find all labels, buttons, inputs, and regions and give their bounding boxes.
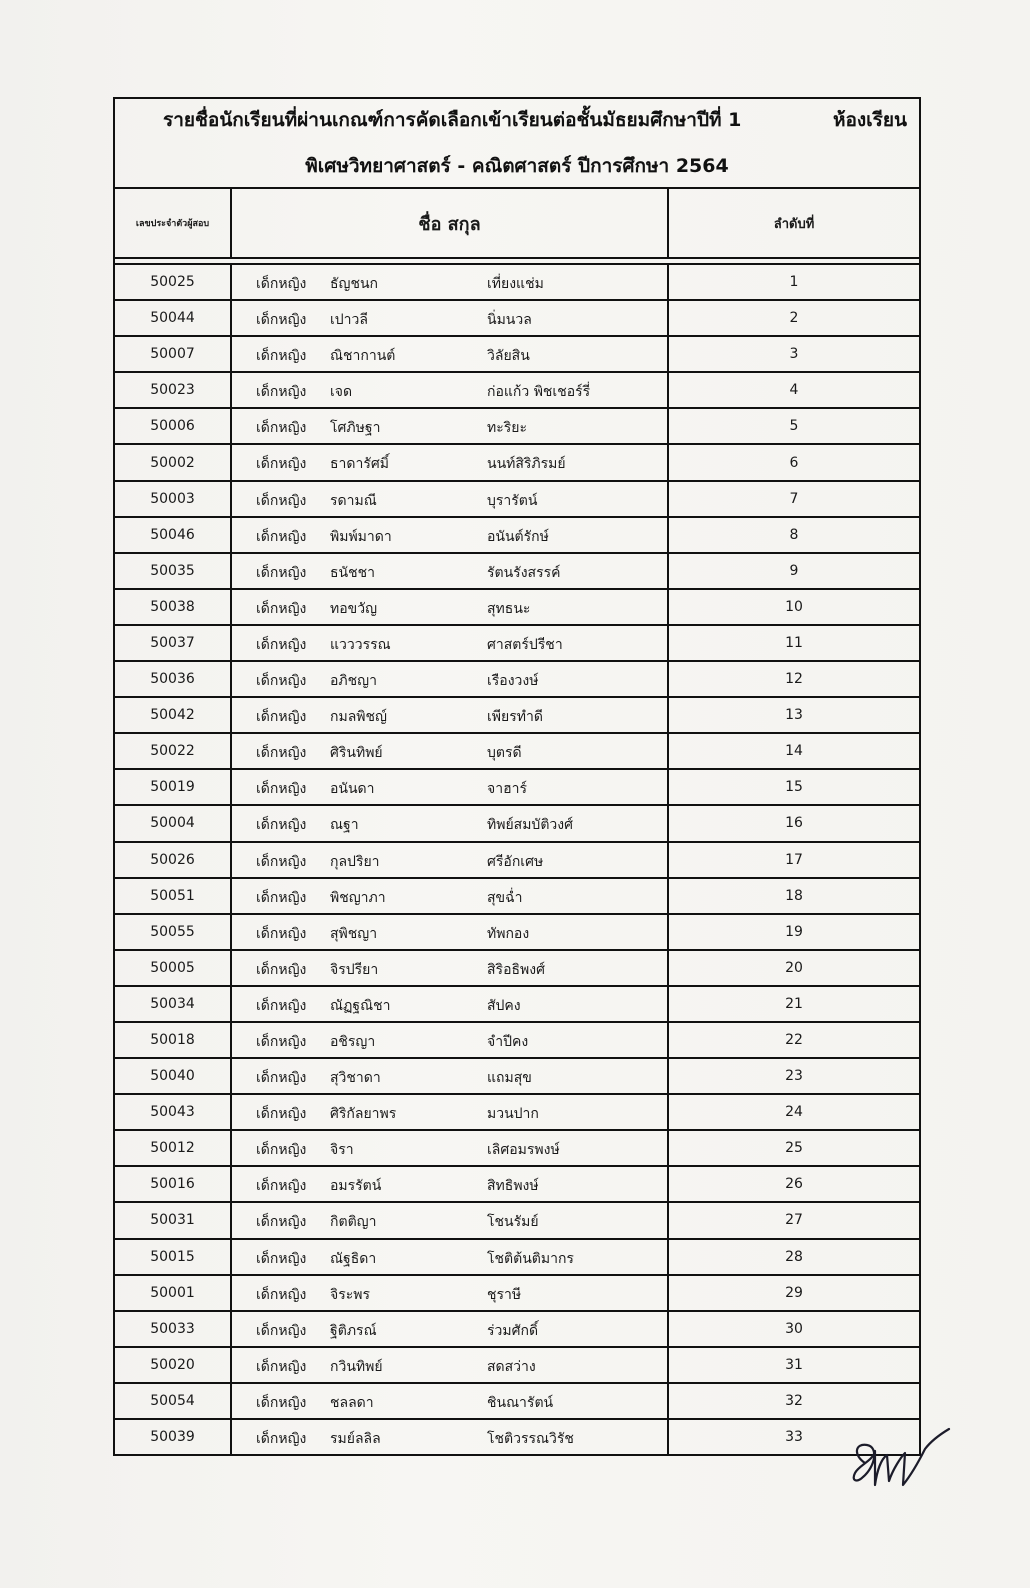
rank: 24 (668, 1094, 919, 1130)
name-prefix: เด็กหญิง (256, 745, 307, 762)
name-prefix: เด็กหญิง (256, 781, 307, 798)
rank: 22 (668, 1022, 919, 1058)
rank: 21 (668, 986, 919, 1022)
rank: 27 (668, 1202, 919, 1238)
last-name: อนันต์รักษ์ (487, 528, 549, 545)
last-name: ทัพกอง (487, 925, 530, 942)
exam-id: 50020 (115, 1347, 231, 1383)
student-name (231, 408, 668, 444)
name-prefix: เด็กหญิง (256, 961, 307, 978)
name-prefix: เด็กหญิง (256, 1178, 307, 1195)
name-prefix: เด็กหญิง (256, 1322, 307, 1339)
first-name: ศิริกัลยาพร (330, 1106, 397, 1123)
first-name: ธัญชนก (330, 276, 379, 292)
first-name: กิตติญา (330, 1214, 377, 1231)
name-prefix: เด็กหญิง (256, 1070, 307, 1087)
rank: 14 (668, 733, 919, 769)
table-row (115, 517, 919, 553)
exam-id: 50019 (115, 769, 231, 805)
name-prefix: เด็กหญิง (256, 384, 307, 401)
student-name (231, 1347, 668, 1383)
exam-id: 50026 (115, 842, 231, 878)
last-name: นิ่มนวล (487, 312, 532, 329)
first-name: อภิชญา (330, 673, 377, 690)
rank: 32 (668, 1383, 919, 1419)
last-name: ชุราษี (487, 1286, 522, 1303)
name-prefix: เด็กหญิง (256, 492, 307, 509)
student-name (231, 805, 668, 841)
title-room: ห้องเรียน (832, 109, 907, 131)
first-name: ทอขวัญ (330, 600, 377, 617)
rank: 15 (668, 769, 919, 805)
last-name: สิริอธิพงศ์ (487, 961, 545, 978)
name-prefix: เด็กหญิง (256, 420, 307, 437)
name-prefix: เด็กหญิง (256, 1394, 307, 1411)
first-name: ศิรินทิพย์ (330, 745, 383, 762)
name-prefix: เด็กหญิง (256, 709, 307, 726)
rank: 29 (668, 1275, 919, 1311)
student-name (231, 1166, 668, 1202)
student-name (231, 625, 668, 661)
rank: 2 (668, 300, 919, 336)
rank: 9 (668, 553, 919, 589)
table-row (115, 697, 919, 733)
student-name (231, 1202, 668, 1238)
student-name (231, 553, 668, 589)
first-name: ธาดารัศมิ์ (330, 456, 389, 473)
rank: 16 (668, 805, 919, 841)
first-name: พิชญาภา (330, 889, 386, 906)
last-name: รัตนรังสรรค์ (487, 564, 561, 581)
first-name: โศภิษฐา (330, 420, 381, 437)
handwritten-signature (845, 1415, 955, 1495)
name-prefix: เด็กหญิง (256, 997, 307, 1014)
title-line-2: พิเศษวิทยาศาสตร์ - คณิตศาสตร์ ปีการศึกษา 2564 (305, 155, 729, 177)
student-name (231, 1239, 668, 1275)
first-name: อนันดา (330, 781, 375, 798)
student-name (231, 1275, 668, 1311)
first-name: กมลพิชญ์ (330, 709, 387, 726)
student-name (231, 264, 668, 300)
exam-id: 50055 (115, 914, 231, 950)
first-name: อมรรัตน์ (330, 1178, 382, 1195)
student-name (231, 300, 668, 336)
rank: 18 (668, 878, 919, 914)
table-row (115, 986, 919, 1022)
table-row (115, 1239, 919, 1275)
first-name: แวววรรณ (330, 636, 391, 653)
rank: 23 (668, 1058, 919, 1094)
name-prefix: เด็กหญิง (256, 1033, 307, 1050)
rank: 31 (668, 1347, 919, 1383)
table-row (115, 1311, 919, 1347)
rank: 11 (668, 625, 919, 661)
name-prefix: เด็กหญิง (256, 600, 307, 617)
rank: 33 (668, 1419, 919, 1454)
table-row (115, 481, 919, 517)
table-row (115, 553, 919, 589)
exam-id: 50001 (115, 1275, 231, 1311)
table-row (115, 1275, 919, 1311)
last-name: ก่อแก้ว พิชเชอร์รี่ (487, 384, 591, 401)
first-name: เจด (330, 384, 353, 401)
table-row (115, 914, 919, 950)
results-table (113, 97, 921, 1456)
table-row (115, 1347, 919, 1383)
student-name (231, 336, 668, 372)
last-name: บุรารัตน์ (487, 492, 538, 509)
last-name: บุตรดี (487, 745, 522, 762)
table-row (115, 769, 919, 805)
exam-id: 50042 (115, 697, 231, 733)
first-name: จิรา (330, 1142, 354, 1159)
exam-id: 50043 (115, 1094, 231, 1130)
header-exam-id: เลขประจำตัวผู้สอบ (115, 189, 231, 258)
first-name: ณฐา (330, 817, 359, 834)
student-name (231, 372, 668, 408)
table-row (115, 842, 919, 878)
rank: 19 (668, 914, 919, 950)
name-prefix: เด็กหญิง (256, 456, 307, 473)
name-prefix: เด็กหญิง (256, 853, 307, 870)
rank: 8 (668, 517, 919, 553)
exam-id: 50040 (115, 1058, 231, 1094)
first-name: พิมพ์มาดา (330, 528, 392, 545)
exam-id: 50018 (115, 1022, 231, 1058)
table-row (115, 733, 919, 769)
last-name: เรืองวงษ์ (487, 673, 539, 690)
student-name (231, 914, 668, 950)
student-name (231, 1419, 668, 1454)
last-name: สดสว่าง (487, 1358, 536, 1375)
name-prefix: เด็กหญิง (256, 889, 307, 906)
exam-id: 50003 (115, 481, 231, 517)
table-row (115, 661, 919, 697)
table-row (115, 589, 919, 625)
student-name (231, 444, 668, 480)
last-name: สุทธนะ (487, 600, 531, 617)
student-name (231, 1311, 668, 1347)
name-prefix: เด็กหญิง (256, 276, 307, 292)
name-prefix: เด็กหญิง (256, 528, 307, 545)
last-name: ทิพย์สมบัติวงศ์ (487, 817, 573, 834)
student-name (231, 733, 668, 769)
table-row (115, 264, 919, 300)
table-row (115, 1166, 919, 1202)
last-name: มวนปาก (487, 1106, 539, 1123)
exam-id: 50023 (115, 372, 231, 408)
student-name (231, 1130, 668, 1166)
header-name: ชื่อ สกุล (231, 189, 668, 258)
name-prefix: เด็กหญิง (256, 1106, 307, 1123)
rank: 3 (668, 336, 919, 372)
last-name: โชนรัมย์ (487, 1214, 539, 1231)
last-name: แถมสุข (487, 1070, 532, 1087)
student-name (231, 769, 668, 805)
first-name: ธนัชชา (330, 564, 375, 581)
last-name: วิลัยสิน (487, 348, 530, 365)
table-row (115, 1094, 919, 1130)
exam-id: 50025 (115, 264, 231, 300)
last-name: สุขฉ่ำ (487, 889, 523, 906)
table-row (115, 444, 919, 480)
name-prefix: เด็กหญิง (256, 1431, 307, 1447)
exam-id: 50037 (115, 625, 231, 661)
name-prefix: เด็กหญิง (256, 1358, 307, 1375)
first-name: รมย์ลลิล (330, 1431, 381, 1447)
name-prefix: เด็กหญิง (256, 348, 307, 365)
name-prefix: เด็กหญิง (256, 1214, 307, 1231)
student-name (231, 517, 668, 553)
student-name (231, 1022, 668, 1058)
first-name: อชิรญา (330, 1033, 376, 1050)
name-prefix: เด็กหญิง (256, 673, 307, 690)
table-row (115, 1130, 919, 1166)
rank: 10 (668, 589, 919, 625)
student-name (231, 950, 668, 986)
table-row (115, 805, 919, 841)
exam-id: 50036 (115, 661, 231, 697)
header-rank: ลำดับที่ (668, 189, 919, 258)
first-name: สุพิชญา (330, 925, 378, 942)
student-rows (115, 258, 919, 1454)
first-name: ฐิติภรณ์ (330, 1322, 377, 1339)
exam-id: 50006 (115, 408, 231, 444)
last-name: ร่วมศักดิ์ (487, 1322, 539, 1339)
last-name: ชินณารัตน์ (487, 1394, 554, 1411)
last-name: เพียรทำดี (487, 709, 543, 726)
rank: 30 (668, 1311, 919, 1347)
last-name: สิทธิพงษ์ (487, 1178, 539, 1195)
rank: 20 (668, 950, 919, 986)
rank: 28 (668, 1239, 919, 1275)
student-name (231, 589, 668, 625)
student-name (231, 1058, 668, 1094)
name-prefix: เด็กหญิง (256, 1250, 307, 1267)
name-prefix: เด็กหญิง (256, 1142, 307, 1159)
last-name: เลิศอมรพงษ์ (487, 1142, 560, 1159)
table-row (115, 625, 919, 661)
rank: 6 (668, 444, 919, 480)
exam-id: 50031 (115, 1202, 231, 1238)
name-prefix: เด็กหญิง (256, 1286, 307, 1303)
first-name: เปาวลี (330, 312, 368, 329)
exam-id: 50044 (115, 300, 231, 336)
first-name: จิรปรียา (330, 961, 379, 978)
exam-id: 50005 (115, 950, 231, 986)
rank: 13 (668, 697, 919, 733)
last-name: ทะริยะ (487, 420, 527, 437)
first-name: รดามณี (330, 492, 377, 509)
exam-id: 50002 (115, 444, 231, 480)
first-name: กุลปริยา (330, 853, 380, 870)
rank: 4 (668, 372, 919, 408)
student-name (231, 878, 668, 914)
student-name (231, 697, 668, 733)
table-row (115, 878, 919, 914)
last-name: ศรีอักเศษ (487, 853, 544, 870)
student-name (231, 481, 668, 517)
student-name (231, 842, 668, 878)
table-row (115, 1202, 919, 1238)
table-row (115, 408, 919, 444)
student-name (231, 1094, 668, 1130)
exam-id: 50054 (115, 1383, 231, 1419)
name-prefix: เด็กหญิง (256, 312, 307, 329)
name-prefix: เด็กหญิง (256, 636, 307, 653)
last-name: จาฮาร์ (487, 781, 527, 798)
table-row (115, 950, 919, 986)
student-name (231, 661, 668, 697)
exam-id: 50012 (115, 1130, 231, 1166)
exam-id: 50051 (115, 878, 231, 914)
table-row (115, 1058, 919, 1094)
table-row (115, 372, 919, 408)
table-row (115, 336, 919, 372)
first-name: ณิชากานต์ (330, 348, 396, 365)
exam-id: 50004 (115, 805, 231, 841)
exam-id: 50016 (115, 1166, 231, 1202)
exam-id: 50007 (115, 336, 231, 372)
first-name: สุวิชาดา (330, 1070, 381, 1087)
first-name: กวินทิพย์ (330, 1358, 383, 1375)
first-name: ชลลดา (330, 1394, 374, 1411)
exam-id: 50033 (115, 1311, 231, 1347)
exam-id: 50035 (115, 553, 231, 589)
name-prefix: เด็กหญิง (256, 817, 307, 834)
table-row (115, 1419, 919, 1454)
header-row (115, 189, 919, 258)
exam-id: 50039 (115, 1419, 231, 1454)
exam-id: 50038 (115, 589, 231, 625)
student-list (115, 189, 919, 1454)
rank: 1 (668, 264, 919, 300)
rank: 26 (668, 1166, 919, 1202)
last-name: ศาสตร์ปรีชา (487, 636, 563, 653)
first-name: ณัฏฐณิชา (330, 997, 391, 1014)
first-name: ณัฐธิดา (330, 1250, 377, 1267)
last-name: เที่ยงแช่ม (487, 276, 544, 292)
rank: 5 (668, 408, 919, 444)
rank: 25 (668, 1130, 919, 1166)
exam-id: 50015 (115, 1239, 231, 1275)
table-row (115, 1022, 919, 1058)
student-name (231, 1383, 668, 1419)
exam-id: 50046 (115, 517, 231, 553)
first-name: จิระพร (330, 1286, 370, 1303)
rank: 17 (668, 842, 919, 878)
rank: 7 (668, 481, 919, 517)
table-row (115, 300, 919, 336)
table-row (115, 1383, 919, 1419)
name-prefix: เด็กหญิง (256, 564, 307, 581)
last-name: โชติต้นติมากร (487, 1250, 574, 1267)
document-title (115, 99, 919, 189)
name-prefix: เด็กหญิง (256, 925, 307, 942)
last-name: จำปีคง (487, 1033, 529, 1050)
student-name (231, 986, 668, 1022)
title-line-1: รายชื่อนักเรียนที่ผ่านเกณฑ์การคัดเลือกเข้าเรียนต่อชั้นมัธยมศึกษาปีที่ 1 (163, 109, 742, 131)
exam-id: 50034 (115, 986, 231, 1022)
last-name: นนท์สิริภิรมย์ (487, 456, 566, 473)
last-name: โชติวรรณวิรัช (487, 1431, 574, 1447)
exam-id: 50022 (115, 733, 231, 769)
last-name: สัปคง (487, 997, 521, 1014)
rank: 12 (668, 661, 919, 697)
